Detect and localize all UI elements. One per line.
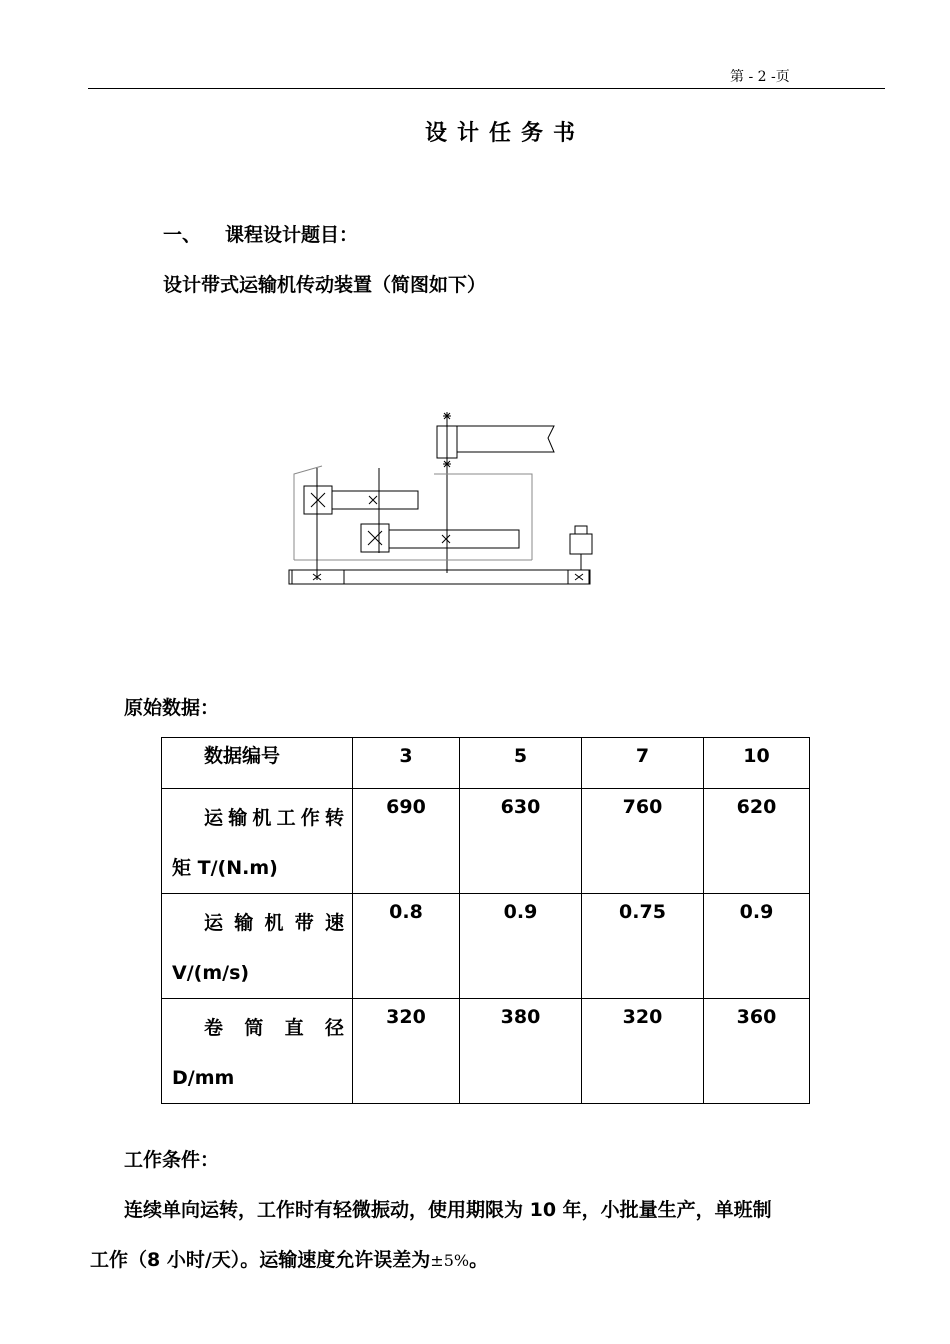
row-label-line1: 运输机工作转 bbox=[204, 807, 344, 829]
table-cell bbox=[460, 789, 582, 894]
gear-2 bbox=[332, 491, 418, 509]
row-label-line2: V/(m/s) bbox=[172, 962, 250, 984]
row-label-cell bbox=[162, 894, 353, 999]
table-header-row bbox=[162, 738, 810, 789]
cell-value: 690 bbox=[386, 796, 426, 818]
cell-value: 320 bbox=[622, 1006, 663, 1028]
conditions-heading: 工作条件： bbox=[124, 1149, 220, 1171]
header-label: 数据编号 bbox=[204, 745, 281, 767]
page-number: 第 - 2 -页 bbox=[730, 69, 790, 85]
table-row bbox=[162, 894, 810, 999]
row-label-line1: 运输机带速 bbox=[204, 912, 344, 934]
table-cell bbox=[353, 999, 460, 1104]
cell-value: 360 bbox=[736, 1006, 777, 1028]
table-cell bbox=[582, 894, 704, 999]
column-header: 10 bbox=[743, 745, 770, 767]
table-cell bbox=[460, 738, 582, 789]
column-header: 5 bbox=[513, 745, 528, 767]
table-cell bbox=[353, 738, 460, 789]
cell-value: 760 bbox=[622, 796, 663, 818]
table-cell bbox=[353, 789, 460, 894]
cell-value: 0.8 bbox=[389, 901, 423, 923]
cell-value: 0.9 bbox=[739, 901, 774, 923]
cell-value: 380 bbox=[500, 1006, 541, 1028]
document-title: 设计任务书 bbox=[424, 121, 585, 146]
conveyor-belt bbox=[457, 426, 554, 452]
row-label-line2: D/mm bbox=[172, 1067, 235, 1089]
row-label-line1: 卷筒直径 bbox=[204, 1017, 344, 1039]
conditions-text-line2 bbox=[90, 1245, 488, 1272]
table-cell bbox=[460, 999, 582, 1104]
table-cell bbox=[704, 894, 810, 999]
cell-value: 0.9 bbox=[503, 901, 538, 923]
table-row bbox=[162, 789, 810, 894]
data-heading: 原始数据： bbox=[124, 697, 220, 719]
row-label-cell bbox=[162, 999, 353, 1104]
table-cell bbox=[582, 999, 704, 1104]
column-header: 3 bbox=[399, 745, 413, 767]
cell-value: 620 bbox=[736, 796, 777, 818]
v-belt bbox=[289, 570, 589, 584]
section-subtitle: 设计带式运输机传动装置（简图如下） bbox=[163, 274, 487, 296]
column-header: 7 bbox=[635, 745, 650, 767]
gearbox-housing bbox=[294, 466, 322, 560]
cell-value: 0.75 bbox=[619, 901, 666, 923]
gear-4 bbox=[389, 530, 519, 548]
conditions-end-mark: 。 bbox=[469, 1249, 489, 1271]
data-table bbox=[161, 737, 810, 1104]
section-number: 一、 bbox=[163, 224, 202, 246]
table-cell bbox=[704, 999, 810, 1104]
cell-value: 320 bbox=[386, 1006, 426, 1028]
table-cell bbox=[582, 738, 704, 789]
motor bbox=[570, 534, 592, 554]
pulley-left bbox=[292, 570, 344, 584]
header-label-cell bbox=[162, 738, 353, 789]
transmission-diagram bbox=[284, 408, 604, 598]
table-cell bbox=[353, 894, 460, 999]
row-label-cell bbox=[162, 789, 353, 894]
section-title: 课程设计题目： bbox=[225, 224, 359, 246]
conditions-text-line1: 连续单向运转，工作时有轻微振动，使用期限为 10 年，小批量生产，单班制 bbox=[124, 1199, 772, 1221]
speed-tolerance: ±5% bbox=[430, 1251, 470, 1270]
table-cell bbox=[460, 894, 582, 999]
table-cell bbox=[704, 789, 810, 894]
table-row bbox=[162, 999, 810, 1104]
row-label-line2: 矩 T/(N.m) bbox=[172, 857, 278, 879]
table-cell bbox=[704, 738, 810, 789]
cell-value: 630 bbox=[500, 796, 541, 818]
table-cell bbox=[582, 789, 704, 894]
conditions-text: 工作（8 小时/天）。运输速度允许误差为 bbox=[90, 1249, 431, 1271]
header-rule bbox=[88, 88, 885, 89]
